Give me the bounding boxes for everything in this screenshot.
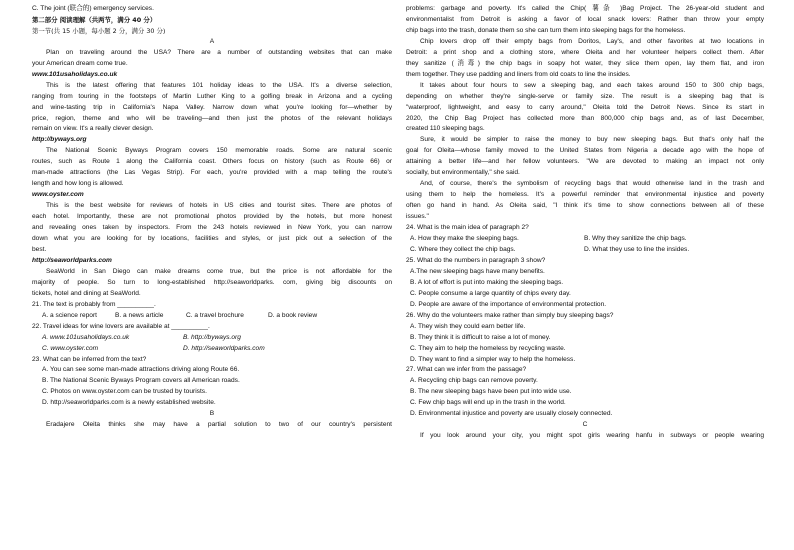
question-21: 21. The text is probably from __________. [32, 300, 156, 308]
option-c: C. www.oyster.com [42, 344, 99, 352]
option-c: C. Where they collect the chip bags. [410, 245, 516, 253]
paragraph-line: man-made attractions (the Las Vegas Strip). For each, you're provided with a map telling the route's [32, 169, 392, 177]
right-column [406, 4, 764, 442]
question-26: 26. Why do the volunteers make rather than simply buy sleeping bags? [406, 311, 614, 319]
question-27: 27. What can we infer from the passage? [406, 366, 527, 374]
option-c: C. They aim to help the homeless by recycling waste. [410, 344, 566, 352]
question-22-options-row2 [32, 344, 392, 355]
paragraph-line: issues." [406, 213, 429, 221]
website-heading: www.101usaholidays.co.uk [32, 70, 118, 78]
paragraph-line: they sanitize (消毒) the chip bags in soapy hot water, they slice them open, lay them flat, and iron [406, 59, 764, 67]
option-a: A.The new sleeping bags have many benefits. [410, 267, 545, 275]
option-b: B. A lot of effort is put into making the sleeping bags. [410, 278, 564, 286]
option-b: B. a news article [115, 311, 164, 319]
paragraph-line: socially, but environmentally," she said. [406, 169, 520, 177]
question-21-options [32, 311, 392, 322]
question-24-options-row1 [406, 234, 764, 245]
option-d: D. What they use to line the insides. [584, 245, 690, 253]
website-heading: http://byways.org [32, 136, 87, 144]
option-c: C. a travel brochure [186, 311, 244, 319]
paragraph-line: price, region, theme and who will be traveling—and then just the photos of the relevant holidays [32, 114, 392, 122]
part-heading: 第二部分 阅读理解（共两节，满分 40 分） [32, 15, 157, 24]
section-heading: 第一节(共 15 小题，每小题 2 分，满分 30 分) [32, 26, 166, 35]
website-heading: www.oyster.com [32, 191, 84, 199]
paragraph-line: This is the latest offering that features 101 holiday ideas to the USA. It's a diverse selection, [46, 81, 392, 89]
paragraph-line: If you look around your city, you might spot girls wearing hanfu in subways or people wearing [420, 432, 764, 440]
paragraph-line: best. [32, 245, 47, 253]
paragraph-line: depending on whether they're single-serve or family size. The result is a sleeping bag that is [406, 92, 764, 100]
option-d: D. Environmental injustice and poverty are usually closely connected. [410, 410, 613, 418]
paragraph-line: them together. They use padding and liners from old coats to line the insides. [406, 70, 631, 78]
website-heading: http://seaworldparks.com [32, 256, 112, 264]
paragraph-line: chip bags into the trash, donate them so she can turn them into sleeping bags for the homeless. [406, 26, 686, 34]
option-d: D. They want to find a simpler way to help the homeless. [410, 355, 576, 363]
paragraph-line: Plan on traveling around the USA? There are a number of outstanding websites that can make [46, 48, 392, 56]
paragraph-line: down what you are looking for by locations, facilities and styles, or just pick out a selection of the [32, 235, 392, 243]
option-line: C. The joint (联合的) emergency services. [32, 5, 154, 12]
paragraph-line: This is the best website for reviews of hotels in US cities and tourist sites. There are photos of [46, 202, 392, 210]
paragraph-line: It takes about four hours to sew a sleeping bag, and each takes around 150 to 300 chip bags, [420, 81, 764, 89]
paragraph-line: problems: garbage and poverty. It's called the Chip( 薯条 )Bag Project. The 26-year-old student and [406, 5, 764, 12]
option-a: A. How they make the sleeping bags. [410, 235, 519, 243]
question-25: 25. What do the numbers in paragraph 3 show? [406, 256, 546, 264]
option-a: A. They wish they could earn better life. [410, 322, 526, 330]
paragraph-line: and wine-tasting trip in California's Napa Valley. Narrow down what you're looking for—whether by [32, 103, 392, 111]
option-a: A. Recycling chip bags can remove poverty. [410, 377, 538, 385]
option-d: D. http://seaworldparks.com is a newly established website. [42, 399, 216, 407]
option-c: C. Photos on www.oyster.com can be trusted by tourists. [42, 388, 207, 396]
option-c: C. Few chip bags will end up in the trash in the world. [410, 399, 566, 407]
question-22-options-row1 [32, 333, 392, 344]
paragraph-line: Eradajere Oleita thinks she may have a partial solution to two of our country's persistent [46, 421, 392, 429]
option-b: B. They think it is difficult to raise a lot of money. [410, 333, 551, 341]
option-b: B. Why they sanitize the chip bags. [584, 235, 687, 243]
question-23: 23. What can be inferred from the text? [32, 355, 147, 363]
question-24: 24. What is the main idea of paragraph 2? [406, 224, 529, 232]
option-d: D. People are aware of the importance of environmental protection. [410, 300, 607, 308]
paragraph-line: Chip lovers drop off their empty bags from Doritos, Lay's, and other favorites at two locations in [420, 37, 764, 45]
paragraph-line: using them to help the homeless. It's a powerful reminder that environmental injustice and poverty [406, 191, 764, 199]
paragraph-line: Detroit: a print shop and a clothing store, where Oleita and her volunteer helpers collect them. After [406, 48, 764, 56]
paragraph-line: goal for Oleita—whose family moved to the United States from Nigeria a decade ago with the hope of [406, 147, 764, 155]
paragraph-line: environmentalist from Detroit is asking a favor of local snack lovers: Rather than throw your empty [406, 15, 764, 23]
paragraph-line: Sure, it would be simpler to raise the money to buy new sleeping bags. But that's only half the [420, 136, 764, 144]
option-d: D. a book review [268, 311, 318, 319]
option-b: B. The new sleeping bags have been put into wide use. [410, 388, 572, 396]
paragraph-line: majority of people. So turn to long-established http://seaworldparks. com, giving big discounts on [32, 278, 392, 286]
passage-label-c: C [582, 421, 588, 429]
paragraph-line: tickets, hotel and dining at SeaWorld. [32, 289, 141, 297]
passage-label-b: B [209, 410, 215, 418]
paragraph-line: length and how long is allowed. [32, 180, 124, 188]
option-a: A. a science report [42, 311, 97, 319]
paragraph-line: and revealing ones taken by inspectors. From the 243 hotels reviewed in New York, you can narrow [32, 224, 392, 232]
paragraph-line: each hotel. Importantly, these are not promotional photos provided by the hotels, but more honest [32, 213, 392, 221]
question-24-options-row2 [406, 245, 764, 256]
option-a: A. www.101usaholidays.co.uk [42, 333, 130, 341]
paragraph-line: ranging from touring in the footsteps of Martin Luther King to a golfing break in Arizona and a cycling [32, 92, 392, 100]
left-column [32, 4, 392, 431]
option-c: C. People consume a large quantity of chips every day. [410, 289, 571, 297]
option-a: A. You can see some man-made attractions driving along Route 66. [42, 366, 240, 374]
question-22: 22. Travel ideas for wine lovers are available at __________. [32, 322, 210, 330]
paragraph-line: created 110 sleeping bags. [406, 125, 485, 133]
paragraph-line: your American dream come true. [32, 59, 128, 67]
option-b: B. The National Scenic Byways Program covers all American roads. [42, 377, 240, 385]
paragraph-line: routes, such as Route 1 along the California coast. Others focus on history (such as Route 66) or [32, 158, 392, 166]
option-d: D. http://seaworldparks.com [183, 344, 265, 352]
paragraph-line: The National Scenic Byways Program covers 150 memorable roads. Some are natural scenic [46, 147, 392, 155]
paragraph-line: And, of course, there's the symbolism of recycling bags that would otherwise land in the trash and [420, 180, 764, 188]
option-b: B. http://byways.org [183, 333, 241, 341]
paragraph-line: often go hand in hand. As Oleita said, "I think it's time to show connections between all of these [406, 202, 764, 210]
paragraph-line: attaining a better life—and her fellow volunteers. "We are devoted to making an impact not only [406, 158, 764, 166]
passage-label-a: A [209, 37, 215, 45]
paragraph-line: "waterproof, lightweight, and easy to carry around," Oleita told the Detroit News. Since its start in [406, 103, 764, 111]
paragraph-line: 2020, the Chip Bag Project has collected more than 800,000 chip bags and, as of last December, [406, 114, 764, 122]
paragraph-line: SeaWorld in San Diego can make dreams come true, but the price is not affordable for the [46, 267, 392, 275]
paragraph-line: remain on view. It's a really clever design. [32, 125, 154, 133]
